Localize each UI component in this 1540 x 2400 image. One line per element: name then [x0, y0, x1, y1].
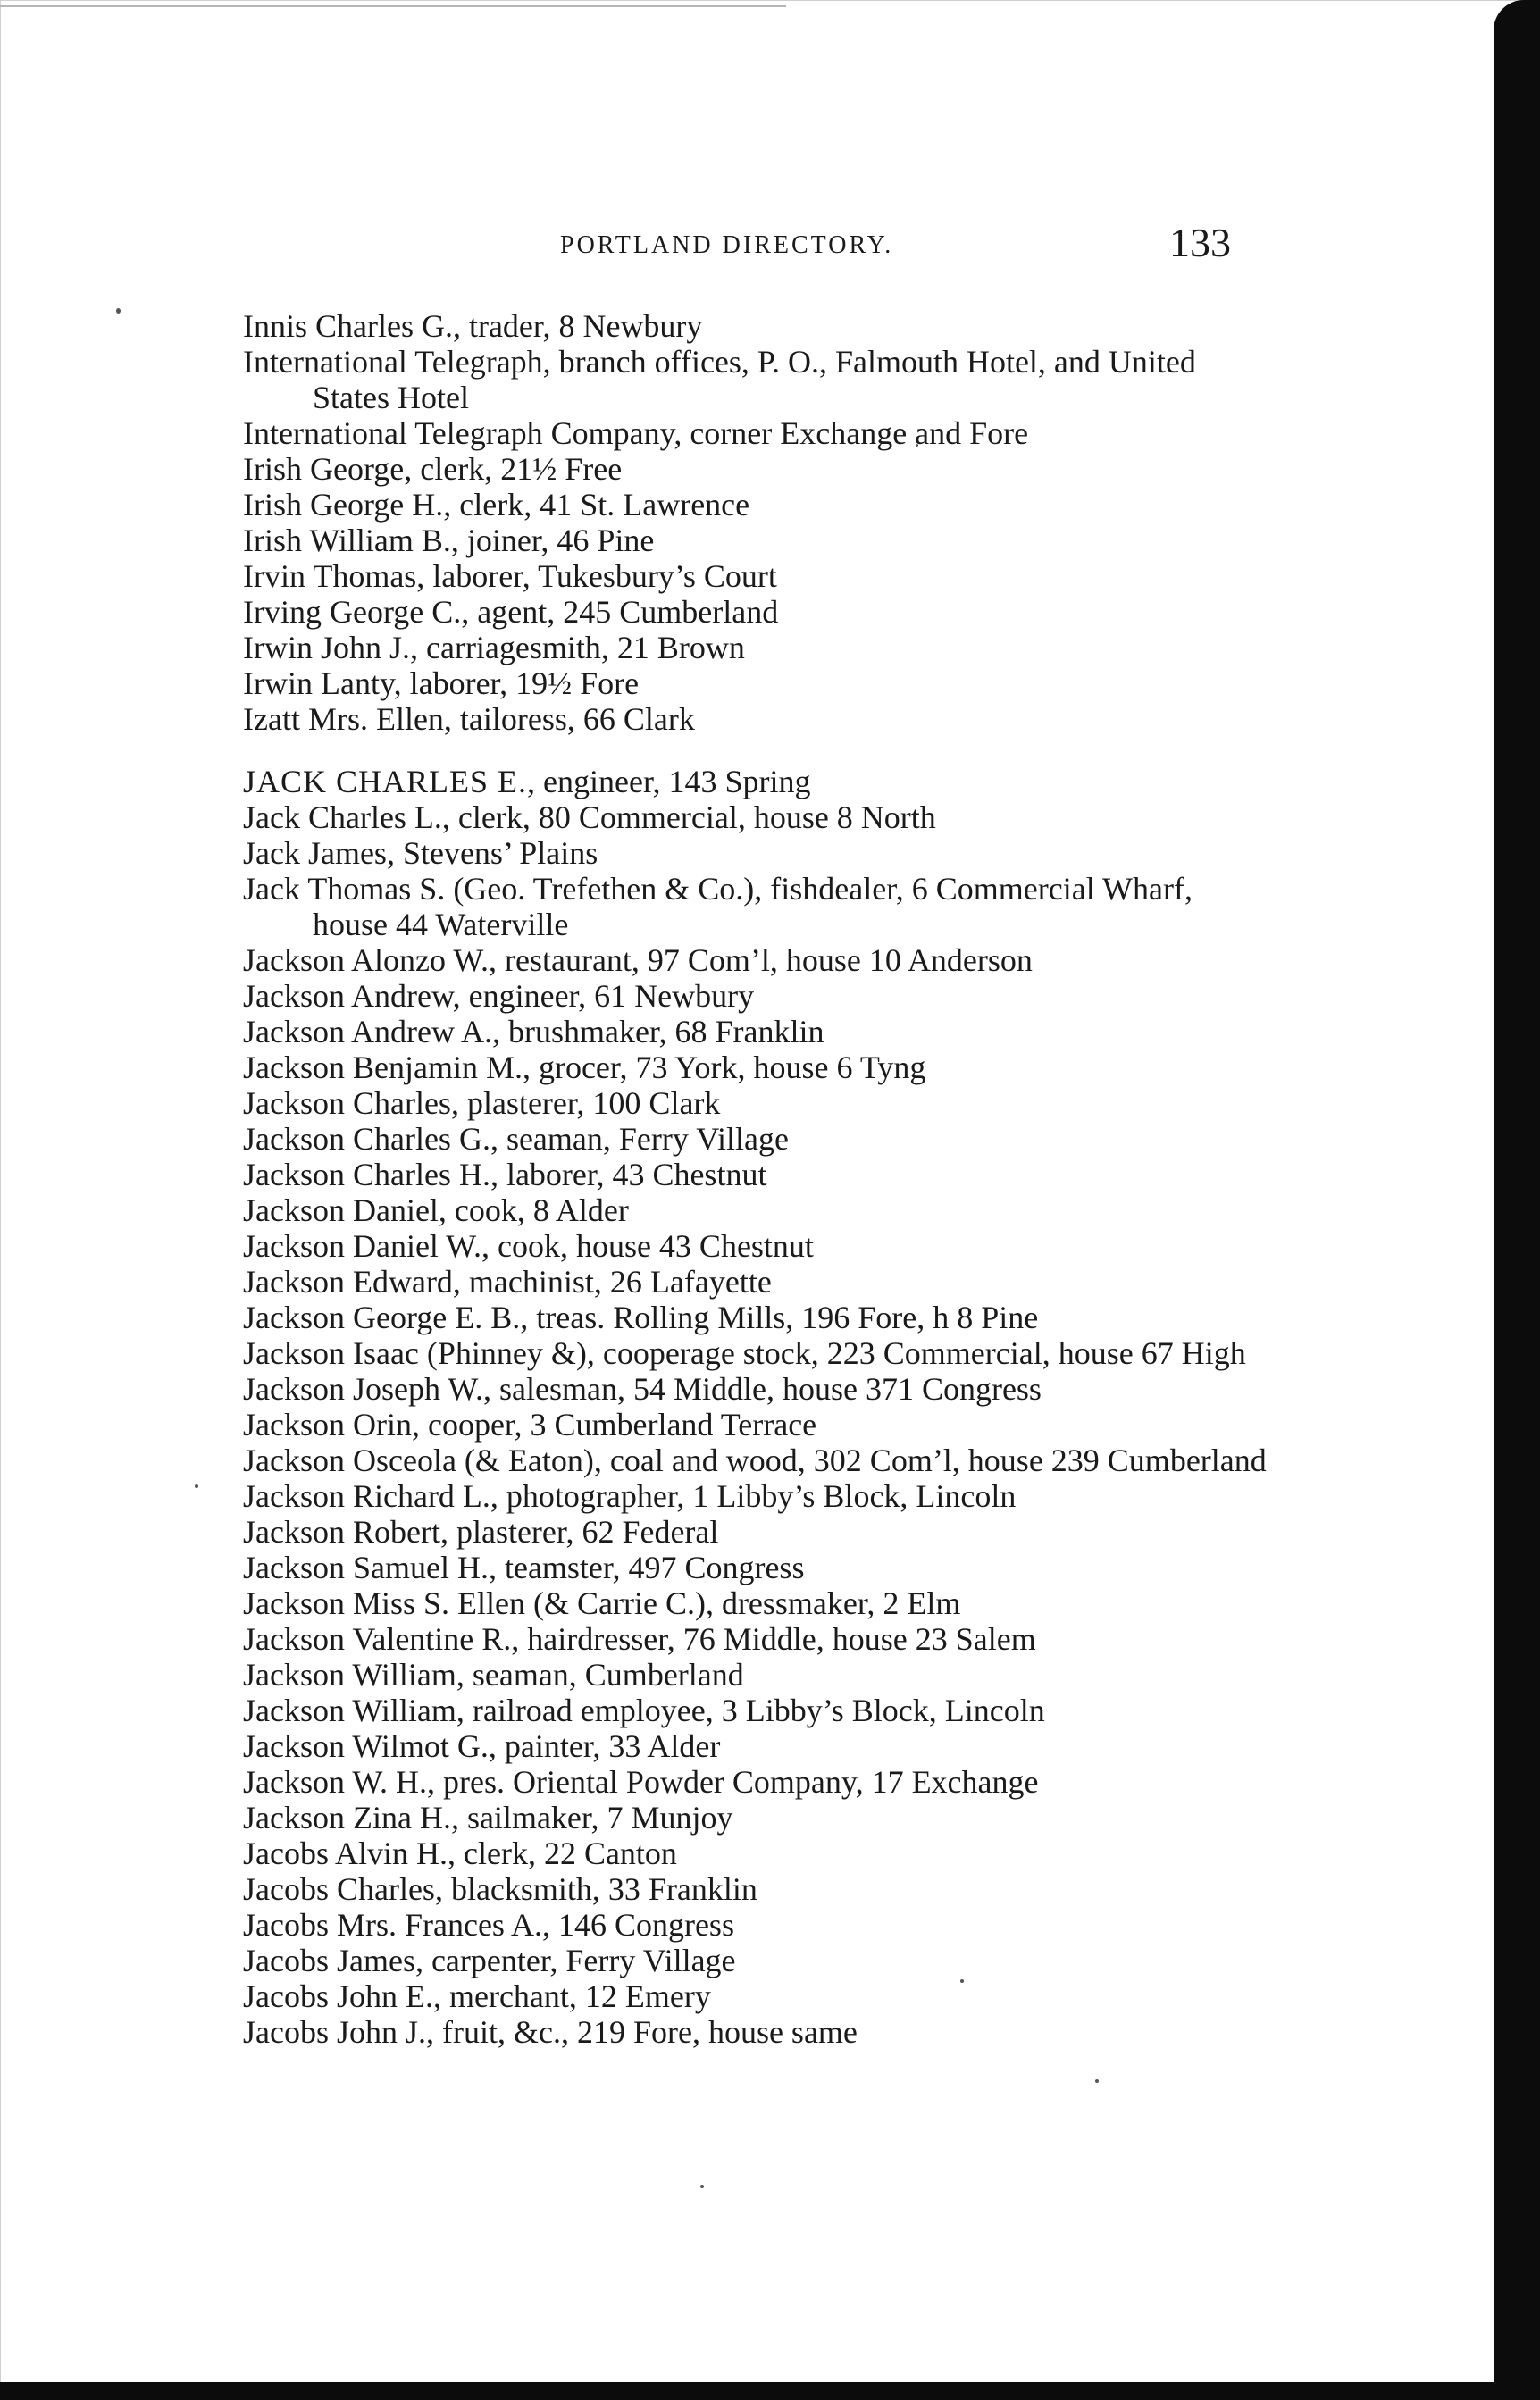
directory-entry	[243, 1621, 1270, 1657]
entry-text: Innis Charles G., trader, 8 Newbury	[243, 308, 703, 344]
directory-entry	[243, 308, 1270, 344]
entry-text: Jacobs Charles, blacksmith, 33 Franklin	[243, 1871, 757, 1907]
entry-text: International Telegraph Company, corner Exchange and Fore	[243, 415, 1029, 451]
entry-text: Jackson Isaac (Phinney &), cooperage stock, 223 Commercial, house 67 High	[243, 1335, 1246, 1371]
directory-entry	[243, 1014, 1270, 1049]
entry-text: Jacobs John J., fruit, &c., 219 Fore, house same	[243, 2014, 858, 2050]
directory-entry	[243, 451, 1270, 487]
directory-entry	[243, 1728, 1270, 1764]
entry-text: Jackson William, seaman, Cumberland	[243, 1657, 744, 1693]
page-top-edge	[0, 5, 786, 7]
directory-entry	[243, 1085, 1270, 1121]
entry-text: Jack James, Stevens’ Plains	[243, 835, 598, 871]
directory-entry	[243, 1300, 1270, 1335]
entry-text: Jackson W. H., pres. Oriental Powder Company, 17 Exchange	[243, 1764, 1039, 1800]
directory-entry	[243, 558, 1270, 594]
directory-entry	[243, 594, 1270, 630]
directory-entry	[243, 1157, 1270, 1192]
directory-entry	[243, 942, 1270, 978]
ink-speck	[116, 308, 121, 314]
entry-text: Jackson Orin, cooper, 3 Cumberland Terrace	[243, 1407, 817, 1443]
directory-entry	[243, 630, 1270, 665]
directory-entry	[243, 1264, 1270, 1300]
entry-text: , engineer, 143 Spring	[527, 764, 811, 799]
directory-entry	[243, 1871, 1270, 1907]
page-number: 133	[1169, 220, 1231, 265]
directory-entry	[243, 1657, 1270, 1693]
entry-text: Jackson William, railroad employee, 3 Libby’s Block, Lincoln	[243, 1693, 1045, 1728]
scan-border-bottom	[0, 2382, 1540, 2400]
directory-entry	[243, 1836, 1270, 1871]
entry-text: Jackson Charles G., seaman, Ferry Village	[243, 1121, 790, 1157]
directory-entry	[243, 415, 1270, 451]
directory-entry	[243, 1443, 1270, 1478]
entry-text: Irvin Thomas, laborer, Tukesbury’s Court	[243, 558, 777, 594]
directory-entry	[243, 523, 1270, 558]
entry-text: Irving George C., agent, 245 Cumberland	[243, 594, 779, 630]
entry-text: Jackson Robert, plasterer, 62 Federal	[243, 1514, 719, 1550]
entry-text: Jackson Wilmot G., painter, 33 Alder	[243, 1728, 721, 1764]
entry-text: Irish George, clerk, 21½ Free	[243, 451, 623, 487]
directory-entry	[243, 344, 1270, 415]
entry-text: Jackson Andrew, engineer, 61 Newbury	[243, 978, 755, 1014]
directory-entry	[243, 1585, 1270, 1621]
entry-text: Jack Thomas S. (Geo. Trefethen & Co.), fishdealer, 6 Commercial Wharf, house 44 Waterville	[243, 871, 1193, 942]
ink-speck	[700, 2185, 704, 2188]
directory-entry	[243, 799, 1270, 835]
entry-text: Jackson Joseph W., salesman, 54 Middle, house 371 Congress	[243, 1371, 1042, 1407]
directory-entry	[243, 978, 1270, 1014]
directory-entry	[243, 1943, 1270, 1978]
entry-text: Jackson Alonzo W., restaurant, 97 Com’l, house 10 Anderson	[243, 942, 1033, 978]
entry-lead-name: JACK CHARLES E.	[243, 764, 528, 799]
directory-entry	[243, 1764, 1270, 1800]
directory-entry	[243, 1550, 1270, 1585]
entry-text: Jacobs Mrs. Frances A., 146 Congress	[243, 1907, 734, 1943]
directory-entry	[243, 1192, 1270, 1228]
ink-speck	[195, 1484, 198, 1488]
entry-text: Jackson George E. B., treas. Rolling Mills, 196 Fore, h 8 Pine	[243, 1300, 1039, 1335]
directory-page	[243, 219, 1270, 2166]
directory-entry	[243, 1049, 1270, 1085]
entry-text: Jacobs James, carpenter, Ferry Village	[243, 1943, 736, 1978]
entry-text: Irwin John J., carriagesmith, 21 Brown	[243, 630, 745, 665]
directory-entries	[243, 308, 1270, 2050]
entry-text: International Telegraph, branch offices, P. O., Falmouth Hotel, and United States Hotel	[243, 344, 1196, 415]
directory-entry	[243, 487, 1270, 523]
entry-text: Jack Charles L., clerk, 80 Commercial, house 8 North	[243, 799, 936, 835]
entry-text: Jackson Charles, plasterer, 100 Clark	[243, 1085, 721, 1121]
entry-text: Jackson Edward, machinist, 26 Lafayette	[243, 1264, 772, 1300]
entry-text: Irwin Lanty, laborer, 19½ Fore	[243, 665, 640, 701]
directory-entry	[243, 1514, 1270, 1550]
entry-text: Jackson Zina H., sailmaker, 7 Munjoy	[243, 1800, 733, 1836]
directory-entry	[243, 1121, 1270, 1157]
directory-entry	[243, 1371, 1270, 1407]
directory-entry	[243, 1335, 1270, 1371]
directory-entry	[243, 1228, 1270, 1264]
directory-entry	[243, 701, 1270, 737]
running-header	[243, 219, 1270, 272]
entry-text: Jackson Daniel, cook, 8 Alder	[243, 1192, 629, 1228]
entry-text: Jackson Charles H., laborer, 43 Chestnut	[243, 1157, 767, 1192]
entry-text: Jacobs Alvin H., clerk, 22 Canton	[243, 1836, 677, 1871]
entry-text: Irish William B., joiner, 46 Pine	[243, 523, 655, 558]
directory-entry	[243, 1478, 1270, 1514]
directory-entry	[243, 1693, 1270, 1728]
entry-text: Jackson Andrew A., brushmaker, 68 Franklin	[243, 1014, 824, 1049]
directory-entry	[243, 1907, 1270, 1943]
directory-entry	[243, 871, 1270, 942]
directory-entry	[243, 1800, 1270, 1836]
page-title: PORTLAND DIRECTORY.	[560, 231, 894, 259]
entry-text: Jacobs John E., merchant, 12 Emery	[243, 1978, 711, 2014]
entry-text: Irish George H., clerk, 41 St. Lawrence	[243, 487, 750, 523]
scan-border-right	[1494, 0, 1540, 2400]
directory-entry	[243, 665, 1270, 701]
entry-text: Jackson Benjamin M., grocer, 73 York, house 6 Tyng	[243, 1049, 926, 1085]
entry-text: Jackson Samuel H., teamster, 497 Congress	[243, 1550, 805, 1585]
entry-text: Jackson Richard L., photographer, 1 Libby’s Block, Lincoln	[243, 1478, 1017, 1514]
directory-entry	[243, 764, 1270, 799]
directory-entry	[243, 835, 1270, 871]
directory-entry	[243, 2014, 1270, 2050]
directory-entry	[243, 1407, 1270, 1443]
entry-text: Jackson Miss S. Ellen (& Carrie C.), dressmaker, 2 Elm	[243, 1585, 961, 1621]
entry-text: Jackson Osceola (& Eaton), coal and wood, 302 Com’l, house 239 Cumberland	[243, 1443, 1267, 1478]
entry-text: Jackson Daniel W., cook, house 43 Chestnut	[243, 1228, 814, 1264]
entry-text: Jackson Valentine R., hairdresser, 76 Middle, house 23 Salem	[243, 1621, 1036, 1657]
directory-entry	[243, 1978, 1270, 2014]
entry-text: Izatt Mrs. Ellen, tailoress, 66 Clark	[243, 701, 695, 737]
